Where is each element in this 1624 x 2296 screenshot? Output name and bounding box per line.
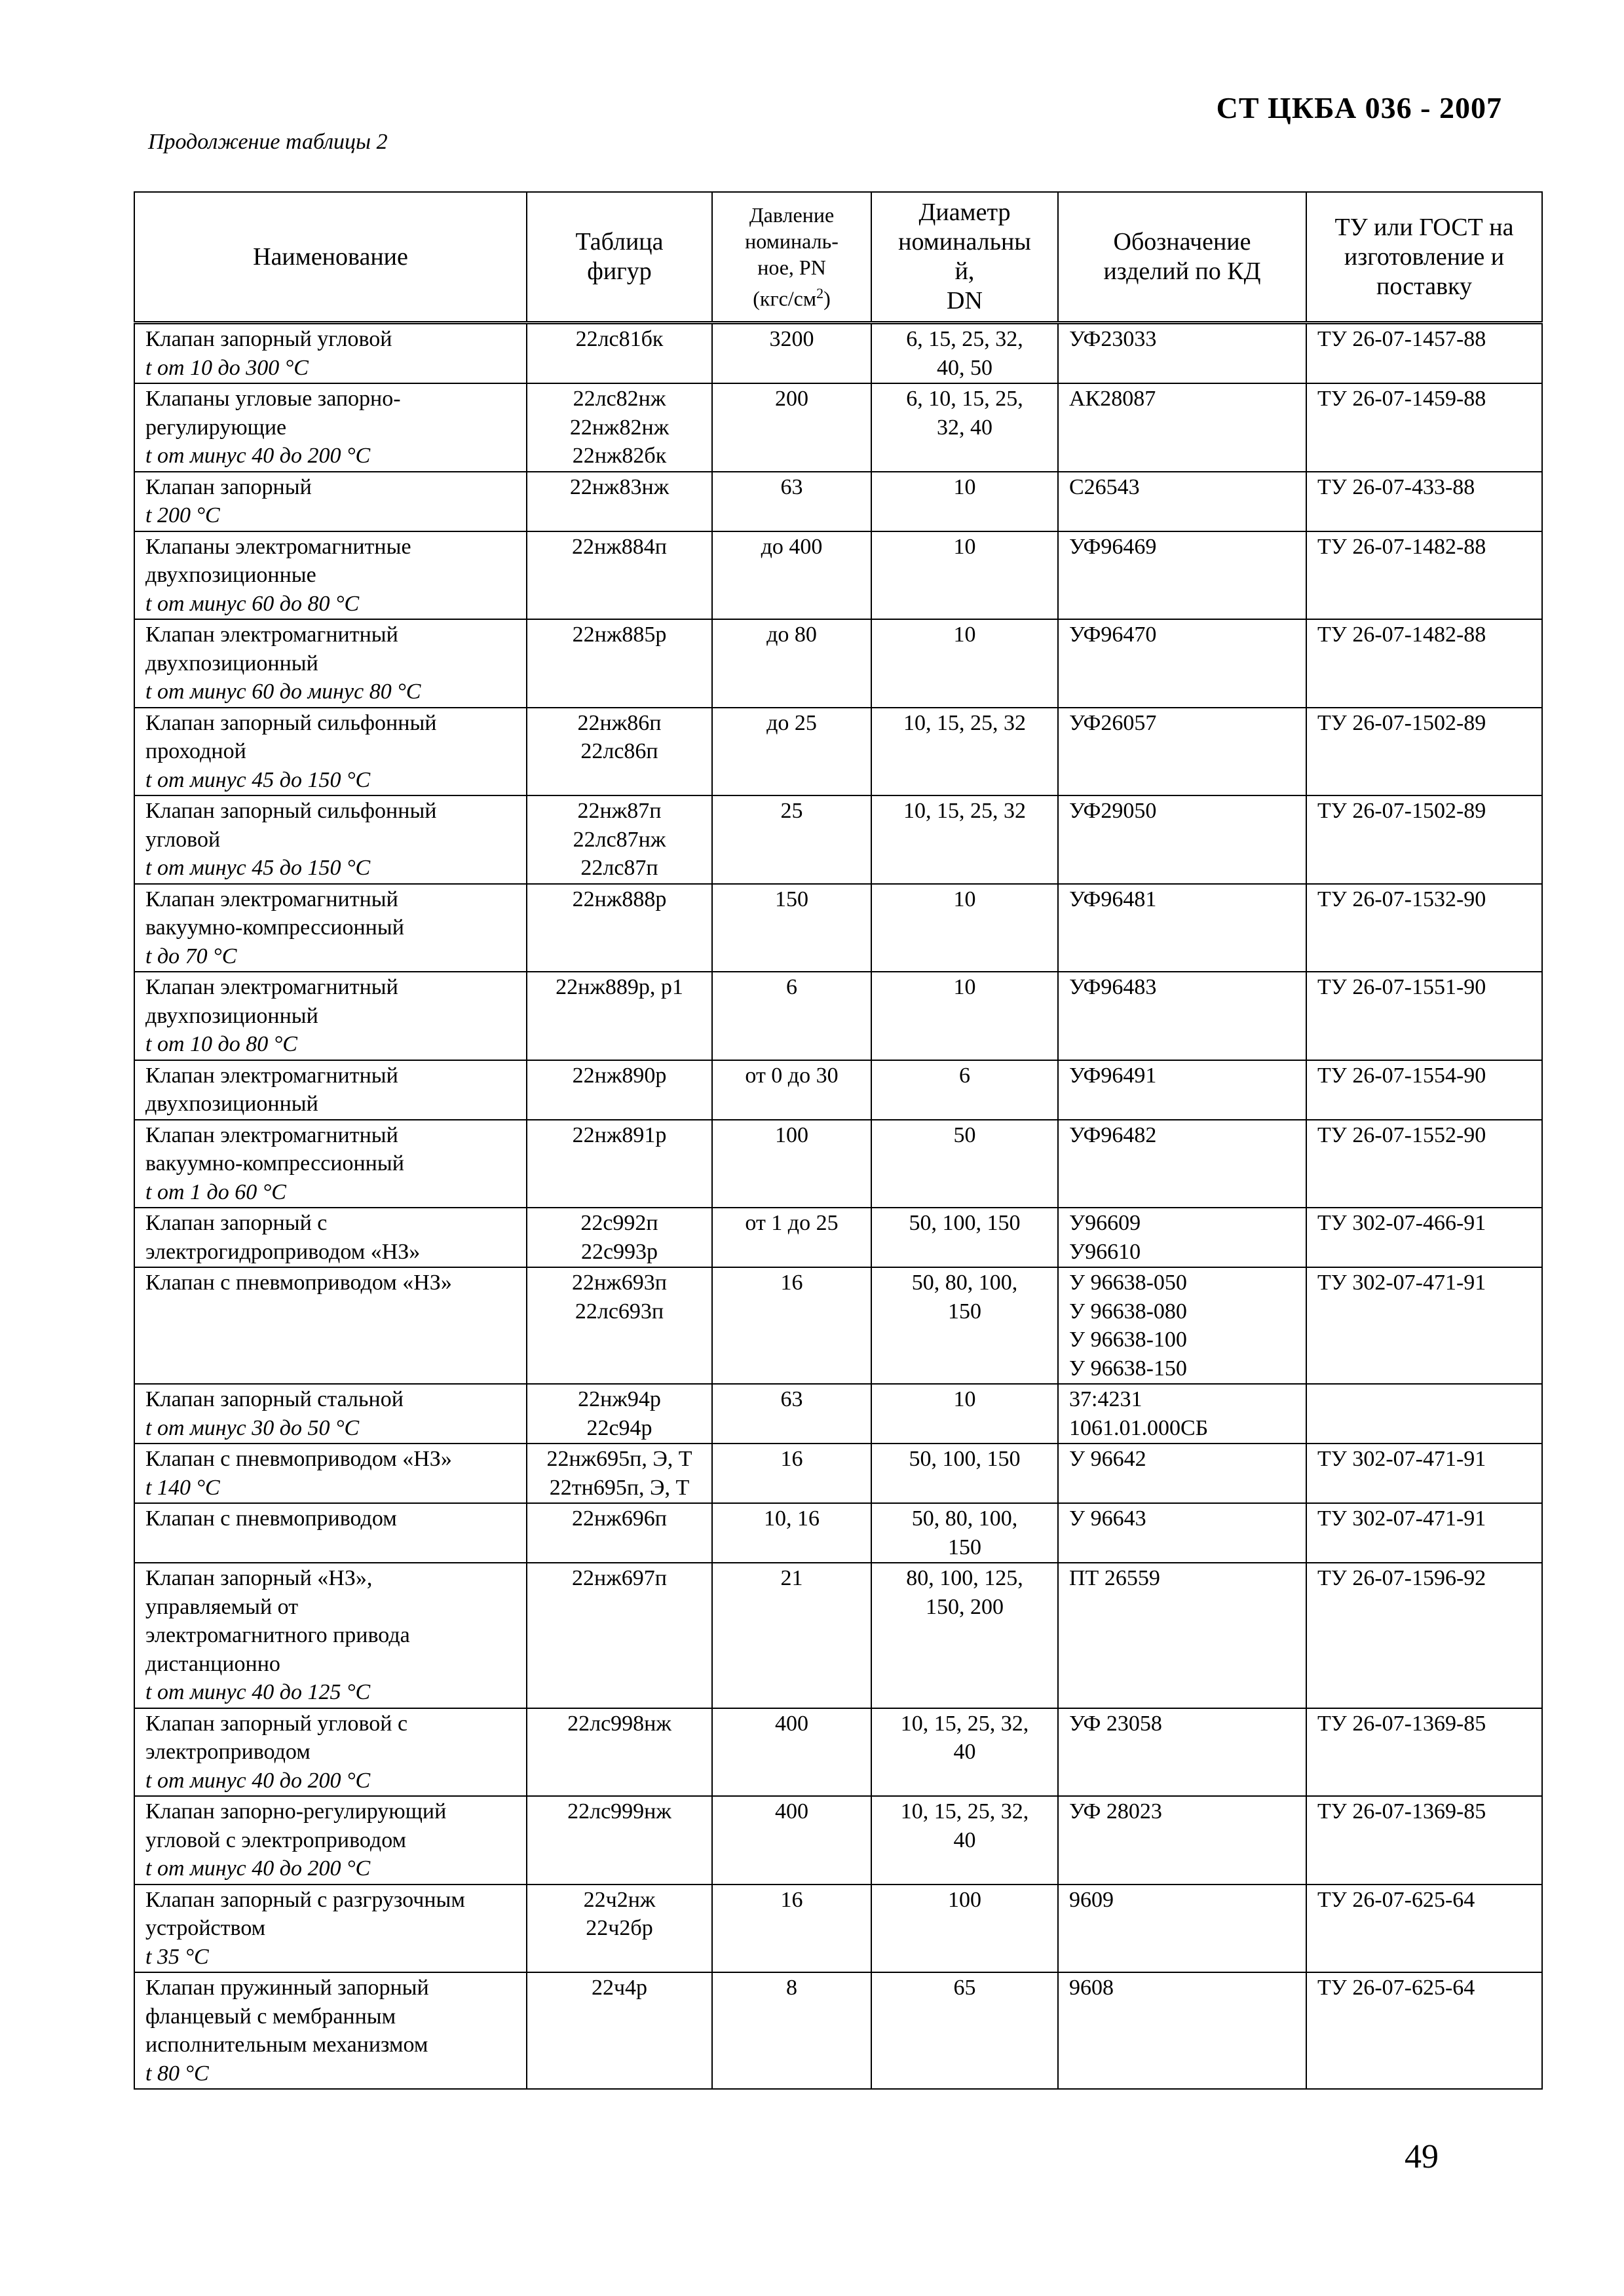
cell-name: Клапан электромагнитный двухпозиционный t от минус 60 до минус 80 °С	[134, 619, 527, 708]
cell-pressure: от 0 до 30	[712, 1060, 871, 1120]
cell-diameter: 50, 100, 150	[871, 1208, 1058, 1267]
table-row	[134, 1972, 1542, 2089]
cell-diameter: 10, 15, 25, 32, 40	[871, 1796, 1058, 1885]
cell-pressure: до 400	[712, 531, 871, 620]
document-code: СТ ЦКБА 036 - 2007	[1216, 91, 1502, 124]
cell-diameter: 6	[871, 1060, 1058, 1120]
table-row	[134, 1120, 1542, 1208]
header-figures: Таблица фигур	[527, 192, 712, 323]
cell-diameter: 10, 15, 25, 32, 40	[871, 1708, 1058, 1797]
temperature-range: t от минус 40 до 125 °С	[145, 1680, 371, 1704]
header-pressure: Давление номиналь- ное, PN $(кгс/см^2)$	[712, 192, 871, 323]
temperature-range: t от минус 40 до 200 °С	[145, 444, 371, 468]
temperature-range: t от минус 40 до 200 °С	[145, 1768, 371, 1793]
cell-standard: ТУ 26-07-1459-88	[1306, 383, 1542, 472]
table-row	[134, 1267, 1542, 1384]
cell-figure: 22нж695п, Э, Т 22тн695п, Э, Т	[527, 1444, 712, 1503]
temperature-range: t до 70 °С	[145, 944, 237, 968]
cell-figure: 22с992п 22с993р	[527, 1208, 712, 1267]
header-designation: Обозначение изделий по КД	[1058, 192, 1306, 323]
temperature-range: t от 10 до 80 °С	[145, 1032, 297, 1056]
table-row	[134, 1563, 1542, 1708]
cell-designation: УФ96482	[1058, 1120, 1306, 1208]
cell-designation: У 96642	[1058, 1444, 1306, 1503]
cell-pressure: 8	[712, 1972, 871, 2089]
cell-diameter: 10	[871, 1384, 1058, 1444]
cell-diameter: 6, 15, 25, 32, 40, 50	[871, 323, 1058, 384]
table-row	[134, 1503, 1542, 1563]
temperature-range: t 35 °С	[145, 1944, 209, 1969]
temperature-range: t 200 °С	[145, 503, 220, 527]
cell-figure: 22нж87п 22лс87нж 22лс87п	[527, 795, 712, 884]
table-row	[134, 708, 1542, 796]
temperature-range: t 80 °С	[145, 2061, 209, 2086]
cell-designation: У 96643	[1058, 1503, 1306, 1563]
cell-name: Клапан запорный «НЗ», управляемый от электромагнитного привода дистанционно t от минус 40 до 125 °С	[134, 1563, 527, 1708]
cell-pressure: 63	[712, 1384, 871, 1444]
temperature-range: t от 1 до 60 °С	[145, 1179, 286, 1204]
cell-pressure: 150	[712, 884, 871, 972]
cell-standard	[1306, 1384, 1542, 1444]
cell-standard: ТУ 26-07-1369-85	[1306, 1796, 1542, 1885]
cell-figure: 22нж885р	[527, 619, 712, 708]
cell-pressure: 100	[712, 1120, 871, 1208]
table-row	[134, 619, 1542, 708]
cell-designation: УФ96483	[1058, 972, 1306, 1060]
cell-diameter: 10	[871, 972, 1058, 1060]
cell-standard: ТУ 302-07-471-91	[1306, 1267, 1542, 1384]
cell-pressure: 25	[712, 795, 871, 884]
temperature-range: t от минус 60 до 80 °С	[145, 591, 360, 616]
cell-standard: ТУ 26-07-1457-88	[1306, 323, 1542, 384]
table-body	[134, 323, 1542, 2090]
specification-table	[134, 191, 1543, 2090]
cell-diameter: 10, 15, 25, 32	[871, 795, 1058, 884]
cell-name: Клапан запорный угловой с электроприводом t от минус 40 до 200 °С	[134, 1708, 527, 1797]
table-row	[134, 383, 1542, 472]
cell-figure: 22нж697п	[527, 1563, 712, 1708]
cell-standard: ТУ 26-07-625-64	[1306, 1885, 1542, 1973]
cell-name: Клапан электромагнитный вакуумно-компрессионный t до 70 °С	[134, 884, 527, 972]
cell-diameter: 6, 10, 15, 25, 32, 40	[871, 383, 1058, 472]
temperature-range: t 140 °С	[145, 1475, 220, 1500]
header-diameter: Диаметр номинальны й, DN	[871, 192, 1058, 323]
cell-pressure: до 25	[712, 708, 871, 796]
cell-designation: У 96638-050 У 96638-080 У 96638-100 У 96638-150	[1058, 1267, 1306, 1384]
table-row	[134, 1708, 1542, 1797]
header-standard: ТУ или ГОСТ на изготовление и поставку	[1306, 192, 1542, 323]
cell-name: Клапан электромагнитный двухпозиционный t от 10 до 80 °С	[134, 972, 527, 1060]
cell-diameter: 10	[871, 884, 1058, 972]
cell-diameter: 65	[871, 1972, 1058, 2089]
cell-diameter: 10	[871, 531, 1058, 620]
cell-figure: 22ч2нж 22ч2бр	[527, 1885, 712, 1973]
cell-designation: 9608	[1058, 1972, 1306, 2089]
cell-name: Клапан запорно-регулирующий угловой с электроприводом t от минус 40 до 200 °С	[134, 1796, 527, 1885]
temperature-range: t от минус 30 до 50 °С	[145, 1415, 360, 1440]
temperature-range: t от минус 60 до минус 80 °С	[145, 679, 421, 704]
cell-diameter: 50, 80, 100, 150	[871, 1503, 1058, 1563]
table-row	[134, 1060, 1542, 1120]
cell-pressure: 6	[712, 972, 871, 1060]
table-row	[134, 472, 1542, 531]
cell-standard: ТУ 26-07-625-64	[1306, 1972, 1542, 2089]
cell-diameter: 80, 100, 125, 150, 200	[871, 1563, 1058, 1708]
cell-diameter: 10	[871, 472, 1058, 531]
table-row	[134, 1444, 1542, 1503]
cell-standard: ТУ 26-07-433-88	[1306, 472, 1542, 531]
cell-standard: ТУ 26-07-1596-92	[1306, 1563, 1542, 1708]
temperature-range: t от минус 45 до 150 °С	[145, 767, 371, 792]
page-number: 49	[1405, 2138, 1439, 2175]
cell-standard: ТУ 26-07-1554-90	[1306, 1060, 1542, 1120]
cell-name: Клапан электромагнитный двухпозиционный	[134, 1060, 527, 1120]
cell-pressure: 21	[712, 1563, 871, 1708]
cell-pressure: 63	[712, 472, 871, 531]
cell-pressure: 400	[712, 1708, 871, 1797]
cell-pressure: от 1 до 25	[712, 1208, 871, 1267]
cell-pressure: до 80	[712, 619, 871, 708]
cell-pressure: 200	[712, 383, 871, 472]
cell-figure: 22нж889р, р1	[527, 972, 712, 1060]
cell-name: Клапан электромагнитный вакуумно-компрессионный t от 1 до 60 °С	[134, 1120, 527, 1208]
cell-designation: УФ 28023	[1058, 1796, 1306, 1885]
cell-designation: УФ29050	[1058, 795, 1306, 884]
temperature-range: t от минус 45 до 150 °С	[145, 856, 371, 880]
cell-diameter: 50, 80, 100, 150	[871, 1267, 1058, 1384]
table-row	[134, 1208, 1542, 1267]
cell-designation: УФ96469	[1058, 531, 1306, 620]
cell-name: Клапан с пневмоприводом «НЗ»	[134, 1267, 527, 1384]
cell-name: Клапан запорный сильфонный угловой t от минус 45 до 150 °С	[134, 795, 527, 884]
cell-standard: ТУ 26-07-1482-88	[1306, 531, 1542, 620]
cell-pressure: 10, 16	[712, 1503, 871, 1563]
cell-name: Клапан запорный с разгрузочным устройством t 35 °С	[134, 1885, 527, 1973]
cell-name: Клапан с пневмоприводом «НЗ» t 140 °С	[134, 1444, 527, 1503]
table-row	[134, 795, 1542, 884]
cell-figure: 22нж888р	[527, 884, 712, 972]
cell-figure: 22нж86п 22лс86п	[527, 708, 712, 796]
cell-designation: 37:4231 1061.01.000СБ	[1058, 1384, 1306, 1444]
cell-standard: ТУ 302-07-471-91	[1306, 1444, 1542, 1503]
cell-name: Клапан запорный сильфонный проходной t от минус 45 до 150 °С	[134, 708, 527, 796]
cell-pressure: 16	[712, 1885, 871, 1973]
cell-designation: АК28087	[1058, 383, 1306, 472]
cell-designation: УФ96470	[1058, 619, 1306, 708]
table-row	[134, 1384, 1542, 1444]
cell-designation: ПТ 26559	[1058, 1563, 1306, 1708]
cell-standard: ТУ 26-07-1369-85	[1306, 1708, 1542, 1797]
temperature-range: t от минус 40 до 200 °С	[145, 1856, 371, 1881]
cell-figure: 22нж696п	[527, 1503, 712, 1563]
cell-pressure: 16	[712, 1267, 871, 1384]
cell-figure: 22нж83нж	[527, 472, 712, 531]
cell-name: Клапан запорный с электрогидроприводом «НЗ»	[134, 1208, 527, 1267]
cell-diameter: 100	[871, 1885, 1058, 1973]
table-header-row	[134, 192, 1542, 323]
temperature-range: t от 10 до 300 °С	[145, 355, 309, 380]
cell-standard: ТУ 26-07-1532-90	[1306, 884, 1542, 972]
cell-figure: 22лс999нж	[527, 1796, 712, 1885]
cell-figure: 22нж891р	[527, 1120, 712, 1208]
cell-standard: ТУ 26-07-1552-90	[1306, 1120, 1542, 1208]
cell-name: Клапан запорный угловой t от 10 до 300 °С	[134, 323, 527, 384]
cell-standard: ТУ 302-07-471-91	[1306, 1503, 1542, 1563]
table-row	[134, 1796, 1542, 1885]
cell-standard: ТУ 26-07-1482-88	[1306, 619, 1542, 708]
cell-standard: ТУ 302-07-466-91	[1306, 1208, 1542, 1267]
cell-name: Клапаны электромагнитные двухпозиционные t от минус 60 до 80 °С	[134, 531, 527, 620]
table-row	[134, 972, 1542, 1060]
table-row	[134, 884, 1542, 972]
cell-diameter: 50	[871, 1120, 1058, 1208]
cell-standard: ТУ 26-07-1551-90	[1306, 972, 1542, 1060]
table-row	[134, 1885, 1542, 1973]
table-row	[134, 531, 1542, 620]
cell-figure: 22нж693п 22лс693п	[527, 1267, 712, 1384]
cell-designation: С26543	[1058, 472, 1306, 531]
cell-designation: 9609	[1058, 1885, 1306, 1973]
table-row	[134, 323, 1542, 384]
cell-figure: 22нж94р 22с94р	[527, 1384, 712, 1444]
cell-name: Клапан пружинный запорный фланцевый с мембранным исполнительным механизмом t 80 °С	[134, 1972, 527, 2089]
cell-pressure: 3200	[712, 323, 871, 384]
cell-diameter: 50, 100, 150	[871, 1444, 1058, 1503]
cell-name: Клапан запорный t 200 °С	[134, 472, 527, 531]
cell-figure: 22нж890р	[527, 1060, 712, 1120]
cell-designation: У96609 У96610	[1058, 1208, 1306, 1267]
cell-diameter: 10, 15, 25, 32	[871, 708, 1058, 796]
cell-standard: ТУ 26-07-1502-89	[1306, 795, 1542, 884]
cell-figure: 22ч4р	[527, 1972, 712, 2089]
cell-designation: УФ96481	[1058, 884, 1306, 972]
cell-designation: УФ23033	[1058, 323, 1306, 384]
cell-figure: 22лс82нж 22нж82нж 22нж82бк	[527, 383, 712, 472]
cell-diameter: 10	[871, 619, 1058, 708]
header-name: Наименование	[134, 192, 527, 323]
cell-pressure: 400	[712, 1796, 871, 1885]
cell-pressure: 16	[712, 1444, 871, 1503]
cell-name: Клапан с пневмоприводом	[134, 1503, 527, 1563]
table-continuation-label: Продолжение таблицы 2	[148, 130, 388, 154]
cell-designation: УФ96491	[1058, 1060, 1306, 1120]
cell-name: Клапаны угловые запорно- регулирующие t от минус 40 до 200 °С	[134, 383, 527, 472]
cell-standard: ТУ 26-07-1502-89	[1306, 708, 1542, 796]
cell-figure: 22лс998нж	[527, 1708, 712, 1797]
cell-figure: 22нж884п	[527, 531, 712, 620]
cell-figure: 22лс81бк	[527, 323, 712, 384]
cell-designation: УФ26057	[1058, 708, 1306, 796]
cell-name: Клапан запорный стальной t от минус 30 до 50 °С	[134, 1384, 527, 1444]
cell-designation: УФ 23058	[1058, 1708, 1306, 1797]
